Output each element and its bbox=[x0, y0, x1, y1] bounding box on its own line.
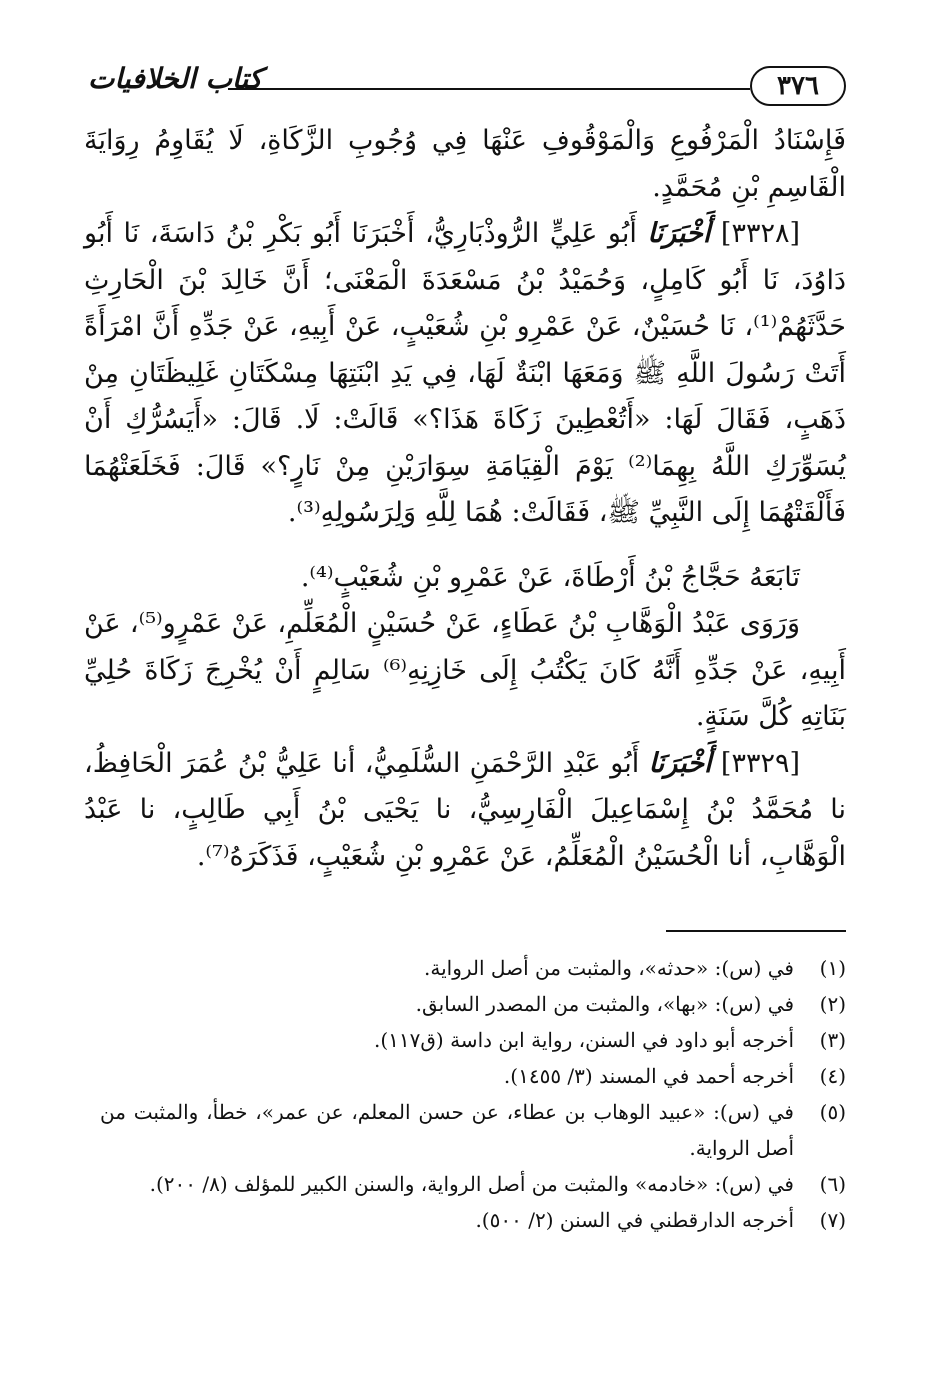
header-rule bbox=[228, 88, 750, 90]
spacer bbox=[84, 537, 846, 555]
hadith-text: أَبُو عَبْدِ الرَّحْمَنِ السُّلَمِيُّ، أنا عَلِيُّ بْنُ عُمَرَ الْحَافِظُ، نا مُحَمَّدُ بْنُ إِسْمَاعِيلَ الْفَارِسِيُّ، نا يَحْيَى بْنُ أَبِي طَالِبٍ، نا عَبْدُ الْوَهَّابِ، أنا الْحُسَيْنُ الْمُعَلِّمُ، عَنْ عَمْرِو بْنِ شُعَيْبٍ، فَذَكَرَهُ⁽⁷⁾. bbox=[84, 747, 846, 872]
footnote-text: في (س): «عبيد الوهاب بن عطاء، عن حسن المعلم، عن عمر»، خطأ، والمثبت من أصل الرواية. bbox=[100, 1100, 794, 1160]
footnote-number: (٦) bbox=[819, 1172, 846, 1196]
footnote-separator bbox=[666, 930, 846, 932]
footnote-text: أخرجه أبو داود في السنن، رواية ابن داسة (ق١١٧). bbox=[374, 1028, 794, 1052]
hadith-number: [٣٣٢٨] bbox=[720, 218, 801, 249]
page-number-badge bbox=[750, 66, 846, 106]
footnote-number: (٣) bbox=[819, 1028, 846, 1052]
hadith-3328 bbox=[84, 211, 846, 537]
footnote-item bbox=[100, 1202, 846, 1238]
hadith-lead: أَخْبَرَنَا bbox=[648, 747, 712, 779]
hadith-lead: أَخْبَرَنَا bbox=[647, 218, 711, 249]
footnote-text: أخرجه أحمد في المسند (٣/ ١٤٥٥). bbox=[503, 1064, 794, 1088]
footnote-number: (١) bbox=[819, 956, 846, 980]
book-title: كتاب الخلافيات bbox=[88, 62, 263, 95]
paragraph-rawa: وَرَوَى عَبْدُ الْوَهَّابِ بْنُ عَطَاءٍ، عَنْ حُسَيْنٍ الْمُعَلِّمِ، عَنْ عَمْرٍو⁽⁵⁾، عَنْ أَبِيهِ، عَنْ جَدِّهِ أَنَّهُ كَانَ يَكْتُبُ إِلَى خَازِنِهِ⁽⁶⁾ سَالِمٍ أَنْ يُخْرِجَ زَكَاةَ حُلِيِّ بَنَاتِهِ كُلَّ سَنَةٍ. bbox=[84, 608, 846, 732]
footnote-text: في (س): «حدثه»، والمثبت من أصل الرواية. bbox=[424, 956, 794, 980]
footnotes bbox=[100, 950, 846, 1238]
footnote-number: (٤) bbox=[819, 1064, 846, 1088]
page-header bbox=[88, 62, 846, 112]
footnote-number: (٥) bbox=[819, 1100, 846, 1124]
hadith-3329 bbox=[84, 741, 846, 881]
hadith-text: أَبُو عَلِيٍّ الرُّوذْبَارِيُّ، أَخْبَرَنَا أَبُو بَكْرِ بْنُ دَاسَةَ، نَا أَبُو دَاوُدَ، نَا أَبُو كَامِلٍ، وَحُمَيْدُ بْنُ مَسْعَدَةَ الْمَعْنَى؛ أَنَّ خَالِدَ بْنَ الْحَارِثِ حَدَّثَهُمْ⁽¹⁾، نَا حُسَيْنٌ، عَنْ عَمْرِو بْنِ شُعَيْبٍ، عَنْ أَبِيهِ، عَنْ جَدِّهِ أَنَّ امْرَأَةً أَتَتْ رَسُولَ اللَّهِ ﷺ وَمَعَهَا ابْنَةٌ لَهَا، فِي يَدِ ابْنَتِهَا مِسْكَتَانِ غَلِيظَتَانِ مِنْ ذَهَبٍ، فَقَالَ لَهَا: «أَتُعْطِينَ زَكَاةَ هَذَا؟» قَالَتْ: لَا. قَالَ: «أَيَسُرُّكِ أَنْ يُسَوِّرَكِ اللَّهُ بِهِمَا⁽²⁾ يَوْمَ الْقِيَامَةِ سِوَارَيْنِ مِنْ نَارٍ؟» قَالَ: فَخَلَعَتْهُمَا فَأَلْقَتْهُمَا إِلَى النَّبِيِّ ﷺ، فَقَالَتْ: هُمَا لِلَّهِ وَلِرَسُولِهِ⁽³⁾. bbox=[84, 218, 846, 528]
footnote-item bbox=[100, 986, 846, 1022]
footnote-item bbox=[100, 950, 846, 986]
footnote-item bbox=[100, 1094, 846, 1166]
footnote-item bbox=[100, 1022, 846, 1058]
footnote-number: (٢) bbox=[819, 992, 846, 1016]
footnote-item bbox=[100, 1058, 846, 1094]
hadith-number: [٣٣٢٩] bbox=[720, 747, 800, 779]
paragraph-tabaahu: تَابَعَهُ حَجَّاجُ بْنُ أَرْطَاةَ، عَنْ عَمْرِو بْنِ شُعَيْبٍ⁽⁴⁾. bbox=[300, 561, 800, 593]
footnote-text: في (س): «بها»، والمثبت من المصدر السابق. bbox=[415, 992, 794, 1016]
footnote-text: أخرجه الدارقطني في السنن (٢/ ٥٠٠). bbox=[475, 1208, 794, 1232]
footnote-number: (٧) bbox=[819, 1208, 846, 1232]
footnote-item bbox=[100, 1166, 846, 1202]
paragraph-isnad: فَإِسْنَادُ الْمَرْفُوعِ وَالْمَوْقُوفِ عَنْهَا فِي وُجُوبِ الزَّكَاةِ، لَا يُقَاوِمُ رِوَايَةَ الْقَاسِمِ بْنِ مُحَمَّدٍ. bbox=[84, 125, 846, 203]
page-number: ٣٧٦ bbox=[777, 71, 819, 101]
footnote-text: في (س): «خادمه» والمثبت من أصل الرواية، والسنن الكبير للمؤلف (٨/ ٢٠٠). bbox=[149, 1172, 794, 1196]
main-text bbox=[84, 118, 846, 880]
